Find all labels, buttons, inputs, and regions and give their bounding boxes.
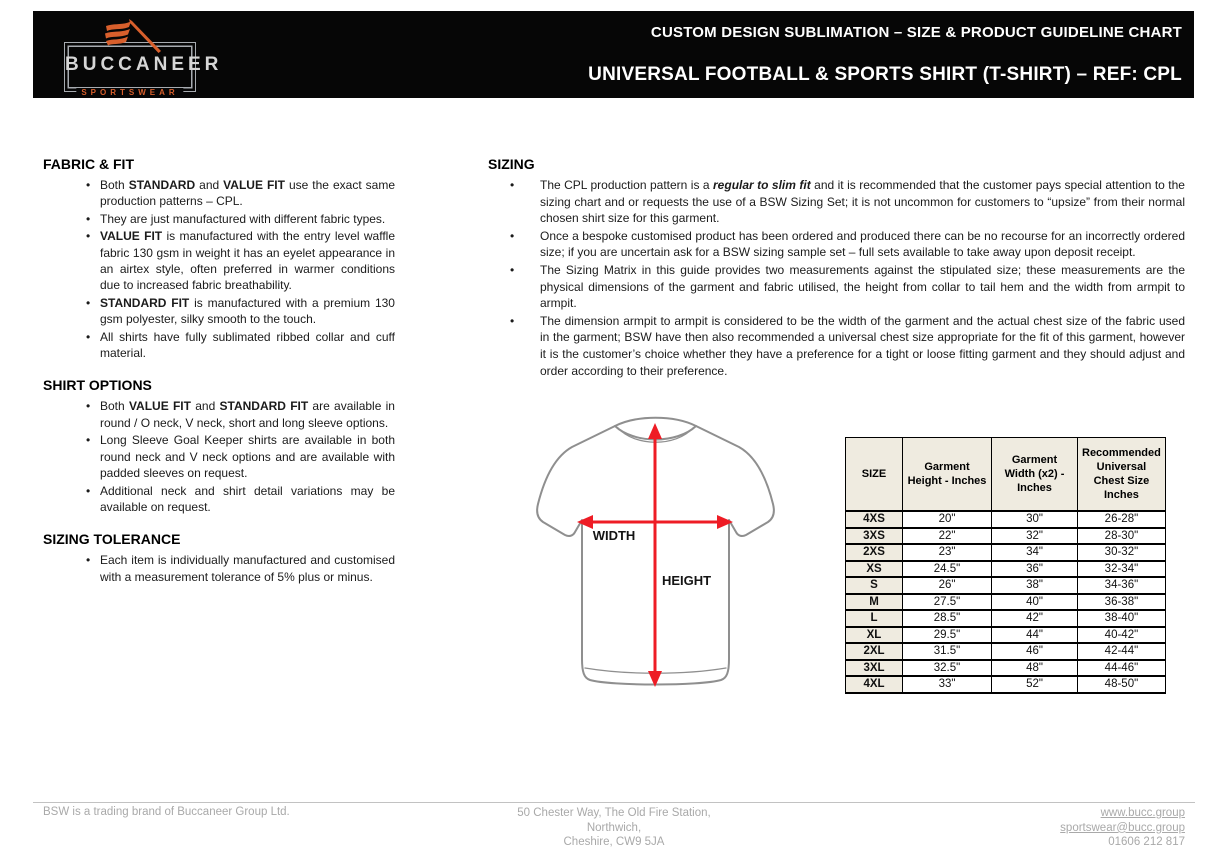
bullet-item: • Once a bespoke customised product has been ordered and produced there can be no recourse for an incorrectly ordered size; if you are uncertain ask for a BSW sizing sample set – full sets available to take away upon deposit receipt. (488, 228, 1185, 261)
value-cell: 30" (992, 511, 1078, 528)
size-cell: M (846, 594, 903, 611)
size-cell: 4XS (846, 511, 903, 528)
value-cell: 44" (992, 627, 1078, 644)
value-cell: 36-38" (1078, 594, 1166, 611)
table-row (846, 561, 1166, 578)
bullet-list (43, 552, 395, 585)
bullet-item: • They are just manufactured with different fabric types. (43, 211, 395, 227)
table-row (846, 511, 1166, 528)
section-title: FABRIC & FIT (43, 156, 134, 172)
value-cell: 23" (903, 544, 992, 561)
bullet-item: • All shirts have fully sublimated ribbed collar and cuff material. (43, 329, 395, 362)
size-cell: 2XS (846, 544, 903, 561)
value-cell: 40-42" (1078, 627, 1166, 644)
value-cell: 32-34" (1078, 561, 1166, 578)
size-cell: S (846, 577, 903, 594)
value-cell: 42" (992, 610, 1078, 627)
table-row (846, 627, 1166, 644)
value-cell: 38-40" (1078, 610, 1166, 627)
bullet-item: • Additional neck and shirt detail variations may be available on request. (43, 483, 395, 516)
value-cell: 36" (992, 561, 1078, 578)
logo-sub-text: SPORTSWEAR (76, 88, 183, 97)
size-table (845, 437, 1166, 694)
footer-divider (33, 802, 1195, 803)
table-header-row (846, 438, 1166, 512)
value-cell: 24.5" (903, 561, 992, 578)
left-column (43, 156, 395, 586)
value-cell: 26-28" (1078, 511, 1166, 528)
header-bar (33, 11, 1194, 98)
address-line-2: Northwich, (586, 821, 642, 834)
table-row (846, 528, 1166, 545)
value-cell: 29.5" (903, 627, 992, 644)
size-cell: 4XL (846, 676, 903, 693)
address-line-1: 50 Chester Way, The Old Fire Station, (517, 807, 711, 819)
size-table-header: Garment Height - Inches (903, 438, 992, 512)
value-cell: 32.5" (903, 660, 992, 677)
value-cell: 27.5" (903, 594, 992, 611)
value-cell: 42-44" (1078, 643, 1166, 660)
table-row (846, 660, 1166, 677)
table-row (846, 594, 1166, 611)
bullet-item: • Both VALUE FIT and STANDARD FIT are available in round / O neck, V neck, short and long sleeve options. (43, 398, 395, 431)
tshirt-diagram (512, 412, 802, 704)
value-cell: 38" (992, 577, 1078, 594)
phone-number: 01606 212 817 (1108, 836, 1185, 849)
footer-contact (1060, 806, 1185, 850)
size-cell: 2XL (846, 643, 903, 660)
bullet-item: • Both STANDARD and VALUE FIT use the exact same production patterns – CPL. (43, 177, 395, 210)
doc-title-line1: CUSTOM DESIGN SUBLIMATION – SIZE & PRODUCT GUIDELINE CHART (650, 24, 1182, 41)
value-cell: 26" (903, 577, 992, 594)
bullet-list (43, 398, 395, 515)
bullet-item: • Each item is individually manufactured and customised with a measurement tolerance of 5% plus or minus. (43, 552, 395, 585)
value-cell: 30-32" (1078, 544, 1166, 561)
size-table-header: SIZE (846, 438, 903, 512)
value-cell: 22" (903, 528, 992, 545)
value-cell: 33" (903, 676, 992, 693)
bullet-item: • The CPL production pattern is a regular to slim fit and it is recommended that the customer pays special attention to the sizing chart and or requests the use of a BSW Sizing Set; it is not uncommon for customers to “upsize” from their normal chosen shirt size for this garment. (488, 177, 1185, 227)
size-cell: 3XL (846, 660, 903, 677)
section-fabric-fit (43, 156, 395, 361)
bullet-item: • STANDARD FIT is manufactured with a premium 130 gsm polyester, silky smooth to the touch. (43, 295, 395, 328)
table-row (846, 676, 1166, 693)
value-cell: 52" (992, 676, 1078, 693)
section-sizing-tolerance (43, 531, 395, 585)
logo (64, 42, 223, 97)
table-row (846, 610, 1166, 627)
size-table-header: Garment Width (x2) - Inches (992, 438, 1078, 512)
value-cell: 20" (903, 511, 992, 528)
value-cell: 34-36" (1078, 577, 1166, 594)
size-table-header: Recommended Universal Chest Size Inches (1078, 438, 1166, 512)
value-cell: 32" (992, 528, 1078, 545)
section-title: SIZING (488, 156, 535, 172)
size-cell: XS (846, 561, 903, 578)
bullet-item: • The dimension armpit to armpit is considered to be the width of the garment and the actual chest size of the fabric used in the garment; BSW have then also recommended a universal chest size appropriate for the fit of this garment, however it is the customer’s choice whether they have a preference for a tight or loose fitting garment and they should adjust and order according to their preference. (488, 313, 1185, 379)
value-cell: 28.5" (903, 610, 992, 627)
section-shirt-options (43, 377, 395, 515)
website-link[interactable]: www.bucc.group (1100, 807, 1185, 819)
bullet-list (488, 177, 1185, 379)
value-cell: 31.5" (903, 643, 992, 660)
section-sizing (488, 156, 1185, 379)
value-cell: 34" (992, 544, 1078, 561)
height-label: HEIGHT (662, 573, 712, 588)
footer-address (444, 806, 784, 850)
bullet-item: • The Sizing Matrix in this guide provides two measurements against the stipulated size; these measurements are the physical dimensions of the garment and fabric utilised, the height from collar to tail hem and the width from armpit to armpit. (488, 262, 1185, 312)
logo-brand-text: BUCCANEER (65, 54, 223, 75)
flag-icon (100, 17, 166, 55)
address-line-3: Cheshire, CW9 5JA (563, 836, 665, 849)
value-cell: 44-46" (1078, 660, 1166, 677)
table-row (846, 577, 1166, 594)
value-cell: 48-50" (1078, 676, 1166, 693)
bullet-item: • Long Sleeve Goal Keeper shirts are available in both round neck and V neck options and are available with padded sleeves on request. (43, 432, 395, 481)
footer-trading-note: BSW is a trading brand of Buccaneer Group Ltd. (43, 806, 290, 818)
bullet-item: • VALUE FIT is manufactured with the entry level waffle fabric 130 gsm in weight it has an eyelet appearance in an airtex style, often preferred in warmer conditions due to increased fabric breathability. (43, 228, 395, 294)
value-cell: 46" (992, 643, 1078, 660)
size-cell: 3XS (846, 528, 903, 545)
header-titles (588, 11, 1182, 98)
width-label: WIDTH (592, 528, 636, 543)
bullet-list (43, 177, 395, 361)
table-row (846, 643, 1166, 660)
table-row (846, 544, 1166, 561)
size-cell: XL (846, 627, 903, 644)
doc-title-line2: UNIVERSAL FOOTBALL & SPORTS SHIRT (T-SHIRT) – REF: CPL (588, 64, 1182, 85)
section-title: SIZING TOLERANCE (43, 531, 181, 548)
value-cell: 40" (992, 594, 1078, 611)
size-cell: L (846, 610, 903, 627)
right-column (488, 156, 1185, 380)
section-title: SHIRT OPTIONS (43, 377, 152, 394)
value-cell: 48" (992, 660, 1078, 677)
email-link[interactable]: sportswear@bucc.group (1060, 821, 1185, 834)
value-cell: 28-30" (1078, 528, 1166, 545)
